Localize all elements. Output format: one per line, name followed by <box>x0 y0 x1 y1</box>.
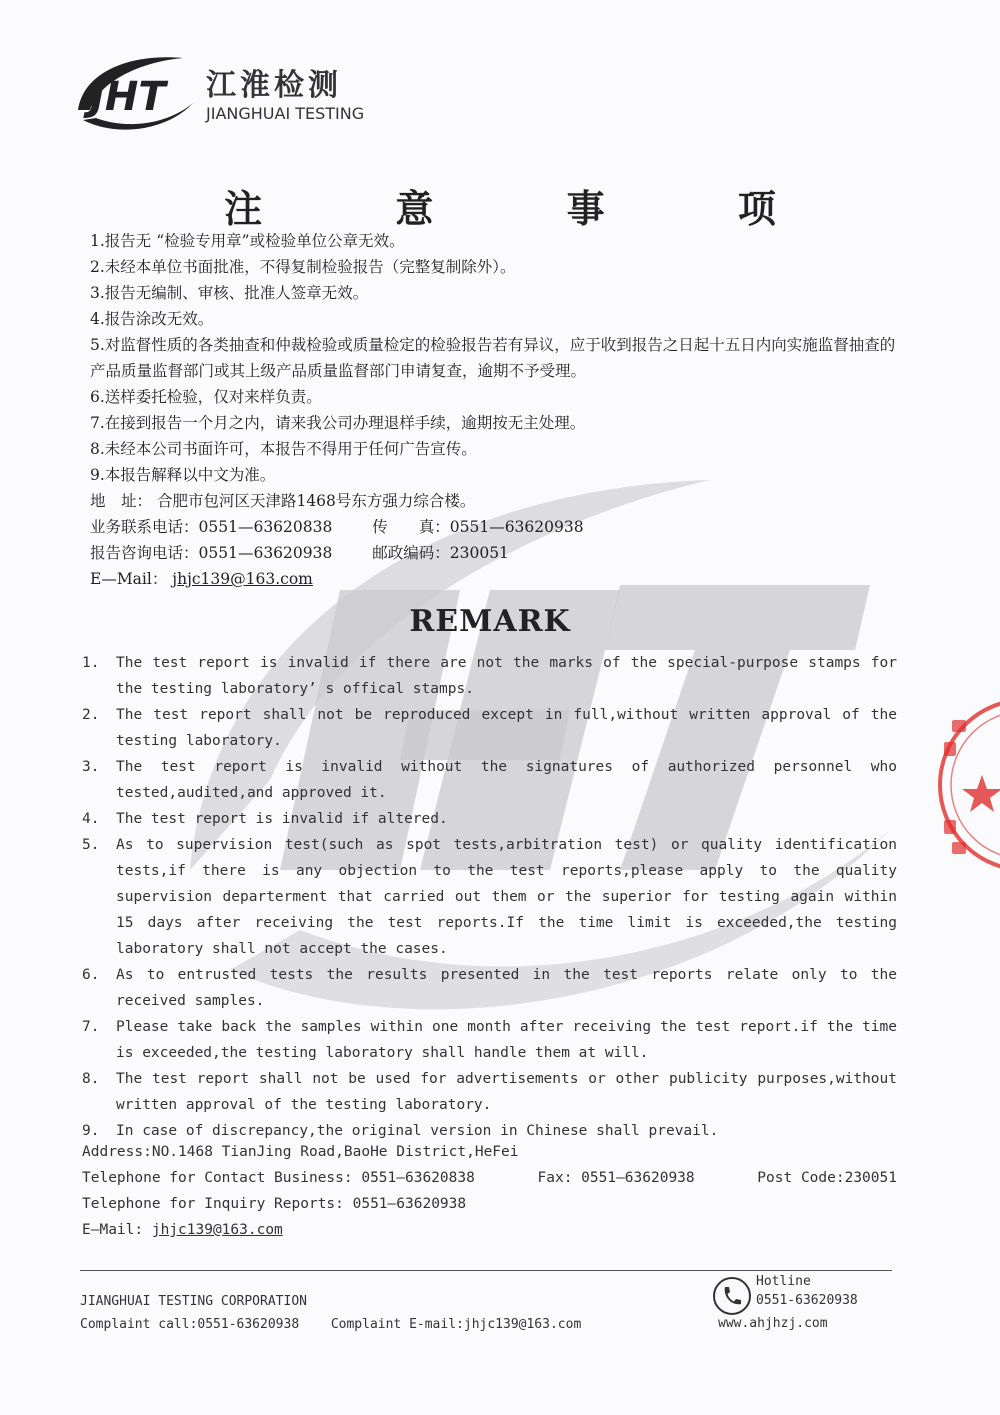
address-en: Address:NO.1468 TianJing Road,BaoHe District,HeFei <box>82 1144 519 1160</box>
hotline-text <box>756 1272 858 1310</box>
fax-en: Fax: 0551—63620938 <box>537 1170 695 1186</box>
notice-item-cn: 7.在接到报告一个月之内，请来我公司办理退样手续，逾期按无主处理。 <box>90 414 586 432</box>
remark-text: As to entrusted tests the results presented in the test reports relate only to the received samples. <box>116 967 897 1009</box>
inquiry-tel-en: Telephone for Inquiry Reports: 0551—63620938 <box>82 1196 467 1212</box>
red-seal-stamp <box>930 690 1000 880</box>
remark-title: REMARK <box>409 604 571 639</box>
footer-complaint-email[interactable]: Complaint E-mail:jhjc139@163.com <box>330 1317 582 1332</box>
remark-item <box>82 832 897 962</box>
remark-number: 5. <box>82 837 100 853</box>
remark-text: The test report is invalid if altered. <box>116 811 448 827</box>
inquiry-tel-label-cn: 报告咨询电话： <box>90 544 199 562</box>
remark-number: 8. <box>82 1071 100 1087</box>
contact-address-cn <box>90 488 910 514</box>
remark-text: The test report is invalid if there are not the marks of the special-purpose stamps for the testing laboratory’ s offical stamps. <box>116 655 897 697</box>
remark-item <box>82 754 897 806</box>
notice-item-cn: 5.对监督性质的各类抽查和仲裁检验或质量检定的检验报告若有异议，应于收到报告之日起十五日内向实施监督抽查的产品质量监督部门或其上级产品质量监督部门申请复查，逾期不予受理。 <box>90 336 896 380</box>
notice-title-cn: 注 意 事 项 <box>224 186 836 231</box>
website-link[interactable]: www.ahjhzj.com <box>718 1316 828 1331</box>
remark-item <box>82 650 897 702</box>
email-link-en[interactable]: jhjc139@163.com <box>151 1222 283 1238</box>
remark-list-en <box>82 650 897 1144</box>
address-label-cn: 地 址： <box>90 492 153 510</box>
contact-business-cn <box>90 514 910 540</box>
footer-complaints <box>80 1313 581 1336</box>
remark-number: 6. <box>82 967 100 983</box>
notice-item-cn: 6.送样委托检验，仅对来样负责。 <box>90 388 322 406</box>
address-value-cn: 合肥市包河区天津路1468号东方强力综合楼。 <box>156 492 476 510</box>
notice-item-cn: 1.报告无 “检验专用章”或检验单位公章无效。 <box>90 232 405 250</box>
contact-email-en <box>82 1217 897 1243</box>
remark-item <box>82 962 897 1014</box>
email-link-cn[interactable]: jhjc139@163.com <box>172 570 313 588</box>
notice-list-cn <box>90 228 910 592</box>
remark-item <box>82 702 897 754</box>
remark-number: 4. <box>82 811 100 827</box>
email-label-cn: E—Mail： <box>90 570 168 588</box>
notice-item-cn: 3.报告无编制、审核、批准人签章无效。 <box>90 284 369 302</box>
hotline-number: 0551-63620938 <box>756 1293 858 1308</box>
svg-text:JHT: JHT <box>90 74 166 120</box>
contact-email-cn <box>90 566 910 592</box>
postcode-en: Post Code:230051 <box>757 1170 897 1186</box>
telephone-icon <box>712 1276 752 1316</box>
remark-text: The test report is invalid without the signatures of authorized personnel who tested,audited,and approved it. <box>116 759 897 801</box>
company-logo <box>68 48 368 138</box>
remark-text: In case of discrepancy,the original version in Chinese shall prevail. <box>116 1123 719 1139</box>
postcode-value-cn: 230051 <box>449 544 509 562</box>
fax-value-cn: 0551—63620938 <box>449 518 584 536</box>
remark-number: 7. <box>82 1019 100 1035</box>
remark-text: The test report shall not be used for advertisements or other publicity purposes,without written approval of the testing laboratory. <box>116 1071 897 1113</box>
remark-number: 2. <box>82 707 100 723</box>
remark-text: Please take back the samples within one month after receiving the test report.if the time is exceeded,the testing laboratory shall handle them at will. <box>116 1019 897 1061</box>
remark-item <box>82 1066 897 1118</box>
inquiry-tel-value-cn: 0551—63620938 <box>198 544 333 562</box>
business-tel-label-cn: 业务联系电话： <box>90 518 199 536</box>
notice-item-cn: 4.报告涂改无效。 <box>90 310 214 328</box>
contact-inquiry-cn <box>90 540 910 566</box>
contact-business-en <box>82 1165 897 1191</box>
remark-number: 9. <box>82 1123 100 1139</box>
footer-divider <box>80 1270 892 1271</box>
postcode-label-cn: 邮政编码： <box>372 544 450 562</box>
remark-item <box>82 1014 897 1066</box>
notice-item-cn: 9.本报告解释以中文为准。 <box>90 466 276 484</box>
footer-hotline <box>712 1272 892 1342</box>
remark-text: The test report shall not be reproduced except in full,without written approval of the testing laboratory. <box>116 707 897 749</box>
contact-block-en <box>82 1139 897 1243</box>
remark-text: As to supervision test(such as spot tests,arbitration test) or quality identification tests,if there is any objection to the test reports,please apply to the quality supervision departerment that carried out them or the superior for testing again within 15 days after receiving the test reports.If the time limit is exceeded,the testing laboratory shall not accept the cases. <box>116 837 897 957</box>
remark-number: 3. <box>82 759 100 775</box>
remark-item <box>82 806 897 832</box>
footer-company-name: JIANGHUAI TESTING CORPORATION <box>80 1294 307 1309</box>
jht-logo-icon <box>68 48 198 138</box>
remark-number: 1. <box>82 655 100 671</box>
notice-item-cn: 8.未经本公司书面许可，本报告不得用于任何广告宣传。 <box>90 440 477 458</box>
hotline-label: Hotline <box>756 1274 811 1289</box>
business-tel-value-cn: 0551—63620838 <box>198 518 333 536</box>
logo-name-cn: 江淮检测 <box>206 68 342 103</box>
notice-item-cn: 2.未经本单位书面批准，不得复制检验报告（完整复制除外）。 <box>90 258 516 276</box>
footer-complaint-call: Complaint call:0551-63620938 <box>80 1317 300 1332</box>
email-label-en: E—Mail: <box>82 1222 152 1238</box>
fax-label-cn: 传 真： <box>372 518 450 536</box>
logo-name-en: JIANGHUAI TESTING <box>206 104 365 123</box>
business-tel-en: Telephone for Contact Business: 0551—63620838 <box>82 1170 475 1186</box>
footer-company-info <box>80 1290 581 1336</box>
